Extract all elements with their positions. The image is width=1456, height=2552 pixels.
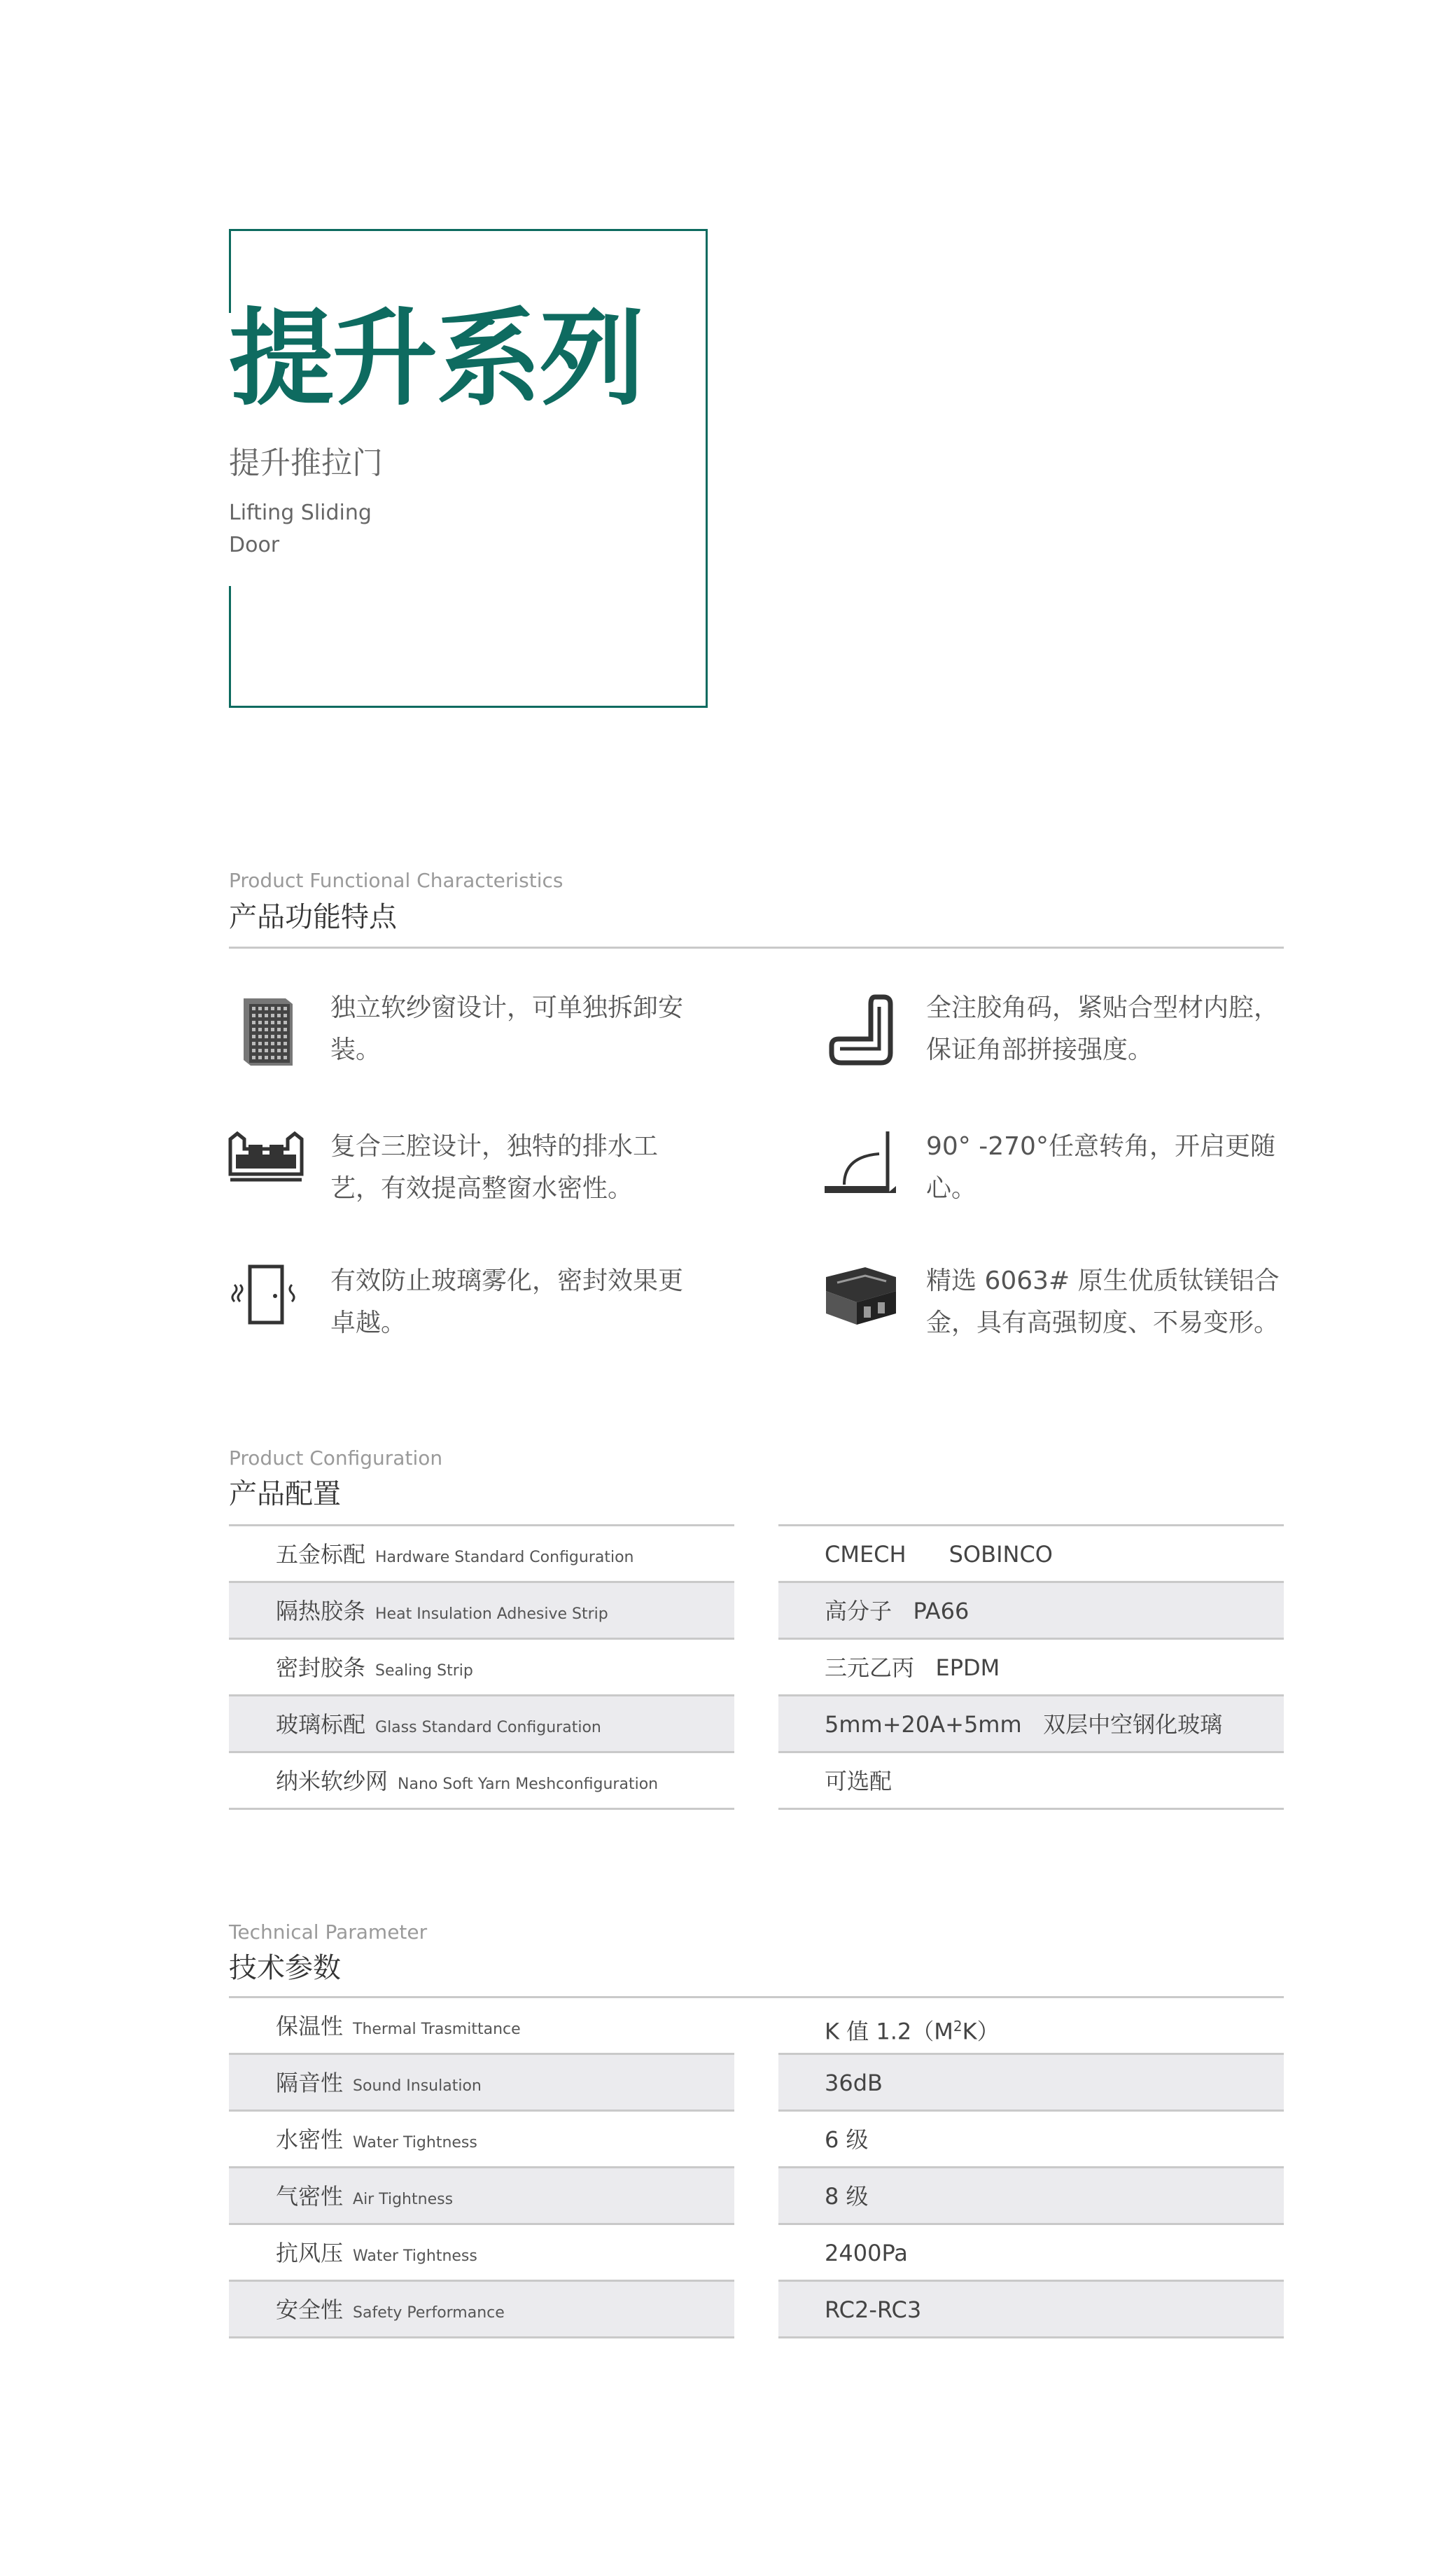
features-title-cn: 产品功能特点 (229, 901, 397, 933)
product-name-cn: 提升推拉门 (229, 445, 383, 481)
config-label-cn: 纳米软纱网 (276, 1768, 388, 1794)
product-name-en-line1: Lifting Sliding (229, 501, 372, 525)
tech-label-en: Water Tightness (353, 2134, 477, 2152)
config-value: CMECH SOBINCO (825, 1541, 1053, 1568)
table-row (778, 1696, 1284, 1753)
three-chamber-profile-icon (227, 1124, 304, 1201)
feature-text-6-line2: 金，具有高强韧度、不易变形。 (926, 1309, 1280, 1337)
feature-text-5-line2: 卓越。 (330, 1309, 407, 1337)
config-label-en: Glass Standard Configuration (375, 1719, 601, 1736)
feature-text-2 (926, 987, 1290, 1071)
config-labels-table (229, 1524, 734, 1810)
tech-value-tail: K） (962, 2018, 1000, 2045)
tech-label-cn: 安全性 (276, 2296, 344, 2323)
feature-text-3-line2: 艺，有效提高整窗水密性。 (330, 1174, 634, 1203)
config-title-cn: 产品配置 (229, 1478, 341, 1510)
tech-title-cn: 技术参数 (229, 1952, 341, 1984)
config-value: 高分子 PA66 (825, 1598, 969, 1624)
feature-text-5-line1: 有效防止玻璃雾化，密封效果更 (330, 1267, 684, 1295)
tech-values-table (778, 1998, 1284, 2338)
tech-label-en: Air Tightness (353, 2191, 454, 2208)
tech-label (276, 2240, 477, 2269)
tech-label (276, 2297, 505, 2326)
tech-label-cn: 保温性 (276, 2013, 344, 2039)
feature-text-2-line1: 全注胶角码，紧贴合型材内腔， (926, 993, 1280, 1022)
tech-labels-table (229, 1998, 734, 2338)
feature-text-3-line1: 复合三腔设计，独特的排水工 (330, 1132, 659, 1161)
feature-text-3 (330, 1126, 694, 1210)
tech-value (825, 2014, 1000, 2044)
config-label (276, 1712, 601, 1741)
tech-value-sup: 2 (953, 2018, 962, 2035)
table-row (229, 1696, 734, 1753)
aluminum-profile-icon (823, 1260, 900, 1337)
product-name-en-line2: Door (229, 533, 280, 557)
tech-label-cn: 水密性 (276, 2126, 344, 2153)
table-row (778, 1583, 1284, 1640)
feature-text-1-line2: 装。 (330, 1036, 382, 1064)
tech-label-cn: 气密性 (276, 2183, 344, 2210)
feature-text-6 (926, 1260, 1290, 1344)
feature-text-4-line1: 90° -270°任意转角，开启更随 (926, 1132, 1275, 1161)
tech-label-cn: 抗风压 (276, 2240, 344, 2266)
table-row (229, 1583, 734, 1640)
feature-text-2-line2: 保证角部拼接强度。 (926, 1036, 1154, 1064)
config-label (276, 1542, 634, 1570)
table-row (778, 2225, 1284, 2282)
tech-value: 6 级 (825, 2126, 869, 2153)
page-title: 提升系列 (229, 298, 644, 420)
table-row (778, 1640, 1284, 1696)
tech-label-cn: 隔音性 (276, 2070, 344, 2096)
table-row (778, 1526, 1284, 1583)
config-value: 5mm+20A+5mm 双层中空钢化玻璃 (825, 1711, 1223, 1738)
config-label-en: Nano Soft Yarn Meshconfiguration (398, 1776, 659, 1793)
tech-value-main: K 值 1.2（M (825, 2018, 953, 2045)
tech-value: 8 级 (825, 2183, 869, 2210)
config-label-en: Hardware Standard Configuration (375, 1549, 634, 1566)
table-row (229, 2112, 734, 2168)
table-row (778, 2282, 1284, 2338)
config-label (276, 1598, 608, 1627)
tech-label (276, 2014, 521, 2042)
config-value: 可选配 (825, 1768, 892, 1794)
feature-text-5 (330, 1260, 694, 1344)
config-value: 三元乙丙 EPDM (825, 1654, 1000, 1681)
features-divider (229, 947, 1284, 949)
config-label (276, 1655, 473, 1684)
tech-value: 2400Pa (825, 2240, 908, 2266)
table-row (229, 2055, 734, 2112)
feature-text-1 (330, 987, 694, 1071)
tech-label (276, 2070, 482, 2099)
config-label-cn: 密封胶条 (276, 1654, 366, 1681)
table-row (229, 2168, 734, 2225)
features-title-en: Product Functional Characteristics (229, 869, 564, 892)
tech-title-en: Technical Parameter (229, 1920, 428, 1944)
tech-value: RC2-RC3 (825, 2296, 922, 2323)
table-row (778, 2168, 1284, 2225)
table-row (229, 1640, 734, 1696)
feature-text-6-line1: 精选 6063# 原生优质钛镁铝合 (926, 1267, 1280, 1295)
table-row (778, 2112, 1284, 2168)
tech-label-en: Sound Insulation (353, 2077, 482, 2095)
config-label-cn: 玻璃标配 (276, 1711, 366, 1738)
table-row (229, 1526, 734, 1583)
door-seal-icon (227, 1257, 304, 1334)
feature-text-4-line2: 心。 (926, 1174, 977, 1203)
config-label-cn: 隔热胶条 (276, 1598, 366, 1624)
table-row (778, 1998, 1284, 2055)
tech-label-en: Safety Performance (353, 2304, 505, 2322)
config-values-table (778, 1524, 1284, 1810)
config-title-en: Product Configuration (229, 1446, 443, 1470)
tech-label-en: Water Tightness (353, 2247, 477, 2265)
tech-label (276, 2184, 453, 2212)
corner-joint-icon (826, 993, 903, 1070)
angle-rotation-icon (823, 1129, 900, 1206)
tech-label-en: Thermal Trasmittance (353, 2021, 521, 2038)
table-row (778, 1753, 1284, 1810)
mesh-screen-icon (231, 993, 308, 1070)
table-row (229, 2282, 734, 2338)
config-label-en: Sealing Strip (375, 1662, 473, 1680)
config-label-en: Heat Insulation Adhesive Strip (375, 1605, 608, 1623)
tech-label (276, 2127, 477, 2156)
product-name-en (229, 497, 372, 562)
config-label-cn: 五金标配 (276, 1541, 366, 1568)
table-row (229, 1753, 734, 1810)
tech-value: 36dB (825, 2070, 883, 2096)
table-row (229, 2225, 734, 2282)
table-row (229, 1998, 734, 2055)
config-label (276, 1769, 658, 1797)
feature-text-4 (926, 1126, 1290, 1210)
table-row (778, 2055, 1284, 2112)
feature-text-1-line1: 独立软纱窗设计，可单独拆卸安 (330, 993, 684, 1022)
